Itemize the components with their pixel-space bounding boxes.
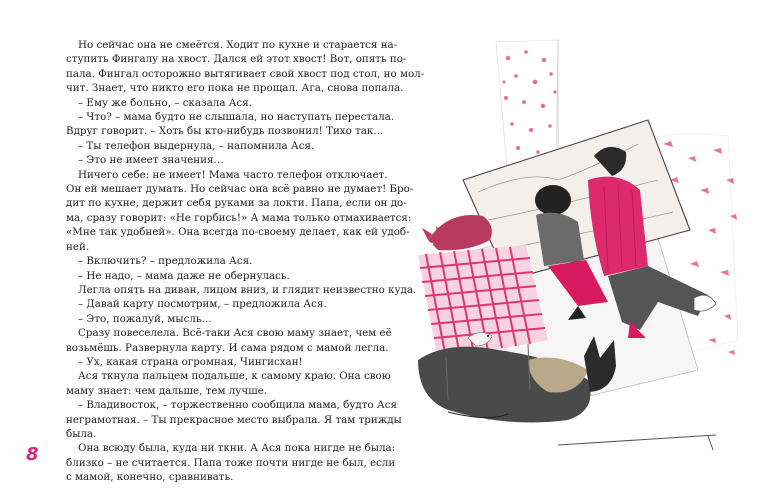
text-line: ней. <box>66 240 90 253</box>
text-line: – Ух, какая страна огромная, Чингисхан! <box>78 355 303 368</box>
text-line: – Ему же больно, – сказала Ася. <box>78 96 253 109</box>
text-line: – Ты телефон выдернула, – напомнила Ася. <box>78 139 315 152</box>
text-line: неграмотная. – Ты прекрасное место выбрала. Я там трижды <box>66 413 402 426</box>
text-line: – Давай карту посмотрим, – предложила Ася. <box>78 298 327 311</box>
text-line: ма, сразу говорит: «Не горбись!» А мама только отмахивается: <box>66 211 412 224</box>
text-line: ступить Фингалу на хвост. Дался ей этот хвост! Вот, опять по- <box>66 53 407 66</box>
page-number: 8 <box>26 444 39 465</box>
text-line: Вдруг говорит. – Хоть бы кто-нибудь позвонил! Тихо так... <box>66 125 384 138</box>
illustration <box>408 40 738 460</box>
text-line: чит. Знает, что никто его пока не прощал. Ага, снова попала. <box>66 82 404 95</box>
text-line: пала. Фингал осторожно вытягивает свой хвост под стол, но мол- <box>66 67 425 80</box>
text-line: – Это не имеет значения… <box>78 154 224 167</box>
text-line: Но сейчас она не смеётся. Ходит по кухне и старается на- <box>78 39 398 51</box>
text-line: Он ей мешает думать. Но сейчас она всё равно не думает! Бро- <box>66 183 414 196</box>
text-line: – Включить? – предложила Ася. <box>78 255 253 268</box>
text-line: – Что? – мама будто не слышала, но наступать перестала. <box>78 111 395 124</box>
text-line: была. <box>66 427 97 440</box>
text-line: Она всюду была, куда ни ткни. А Ася пока нигде не была: <box>78 442 396 455</box>
text-line: с мамой, конечно, сравнивать. <box>66 471 234 484</box>
text-line: – Не надо, – мама даже не обернулась. <box>78 269 290 282</box>
story-text <box>66 38 425 485</box>
text-line: дит по кухне, держит себя руками за локти. Папа, если он до- <box>66 197 407 210</box>
text-line: Ася ткнула пальцем подальше, к самому краю. Она свою <box>78 370 391 383</box>
text-line: близко – не считается. Папа тоже почти нигде не был, если <box>66 456 396 469</box>
text-line: – Владивосток, – торжественно сообщила мама, будто Ася <box>78 399 397 412</box>
text-line: «Мне так удобней». Она всегда по-своему делает, как ей удоб- <box>66 226 410 239</box>
text-line: Легла опять на диван, лицом вниз, и глядит неизвестно куда. <box>78 283 417 296</box>
text-line: маму знает: чем дальше, тем лучше. <box>66 384 268 397</box>
text-line: Сразу повеселела. Всё-таки Ася свою маму знает, чем её <box>78 327 392 340</box>
text-line: возьмёшь. Развернула карту. И сама рядом с мамой легла. <box>66 341 389 354</box>
text-line: Ничего себе: не имеет! Мама часто телефон отключает. <box>78 168 388 181</box>
cat <box>422 215 492 250</box>
text-line: – Это, пожалуй, мысль… <box>78 312 212 325</box>
